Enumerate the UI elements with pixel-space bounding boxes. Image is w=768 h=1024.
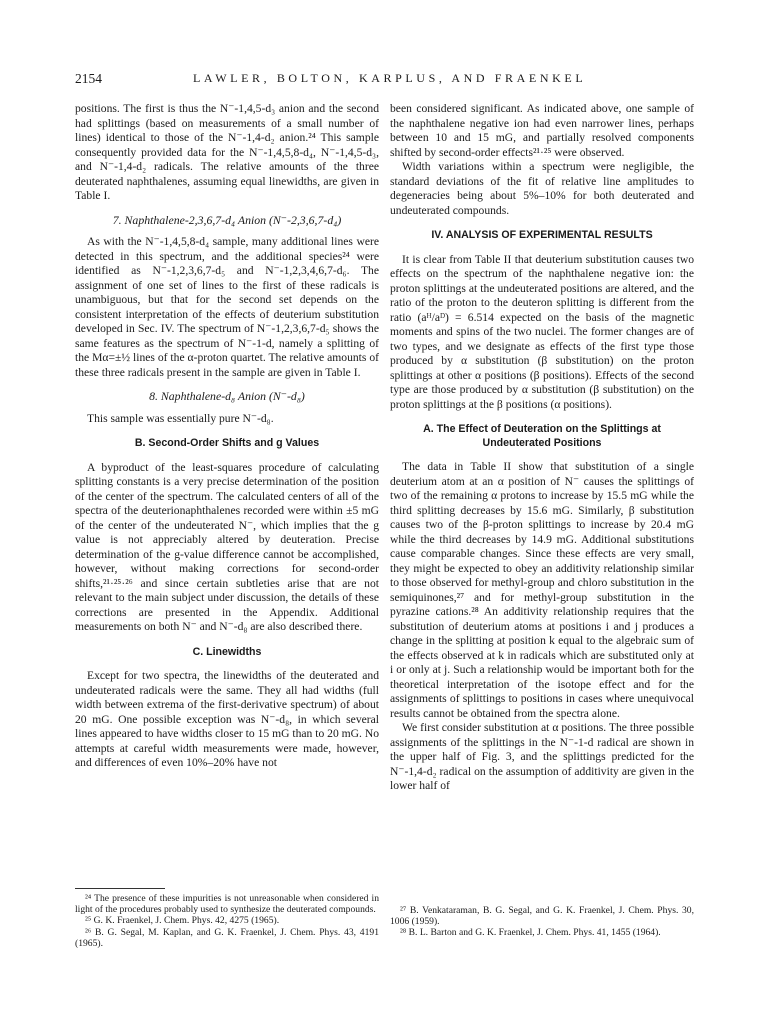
paragraph: Except for two spectra, the linewidths of the deuterated and undeuterated radicals were the same. They all had widths (full width between extrema of the first-derivative spectrum) of about 20 mG. One possible exception was N⁻-d₈, in which several lines appeared to have widths closer to 15 mG than to 20 mG. No attempts at careful width measurements were made, however, and differences of even 10%–20% have not bbox=[75, 669, 379, 769]
section-heading: B. Second-Order Shifts and g Values bbox=[134, 437, 320, 449]
section-heading: A. The Effect of Deuteration on the Splittings at Undeuterated Positions bbox=[423, 423, 661, 449]
paragraph: It is clear from Table II that deuterium substitution causes two effects on the spectrum of the naphthalene negative ion: the proton splittings at the undeuterated positions are altered, and the ratio of the proton to the deuteron splitting is different from the ratio (aᴴ/aᴰ) = 6.514 expected on the basis of the magnetic moments and spins of the two nuclei. The former changes are of two types, and we designate as effects of the first type those produced by α substitution (β substitution) on the proton splittings at other α positions (β positions). Effects of the second type are those produced by α substitution (β substitution) on the proton splittings at the β positions (α positions). bbox=[390, 252, 694, 411]
section-heading: C. Linewidths bbox=[192, 645, 262, 658]
running-head: LAWLER, BOLTON, KARPLUS, AND FRAENKEL bbox=[193, 71, 587, 85]
footnote: ²⁶ B. G. Segal, M. Kaplan, and G. K. Fraenkel, J. Chem. Phys. 43, 4191 (1965). bbox=[75, 926, 379, 949]
footnote: ²⁸ B. L. Barton and G. K. Fraenkel, J. Chem. Phys. 41, 1455 (1964). bbox=[400, 927, 661, 939]
footnote: ²⁵ G. K. Fraenkel, J. Chem. Phys. 42, 4275 (1965). bbox=[85, 915, 280, 927]
subsection-heading: 7. Naphthalene-2,3,6,7-d₄ Anion (N⁻-2,3,6,7-d₄) bbox=[112, 212, 342, 227]
footnotes-right bbox=[390, 905, 694, 939]
paragraph: A byproduct of the least-squares procedure of calculating splitting constants is a very precise determination of the position of the center of the spectrum. The calculated centers of all of the spectra of the deuterionaphthalenes recorded were within ±5 mG of the center of the undeuterated N⁻, which implies that the g value is not appreciably altered by deuteration. Precise determination of the g-value difference cannot be accomplished, however, without making corrections for second-order shifts,²¹·²⁵·²⁶ and since certain subtleties arise that are not relevant to the main subject under discussion, the details of these corrections are presented in the Appendix. Additional measurements on both N⁻ and N⁻-d₈ are also described there. bbox=[75, 460, 379, 633]
paragraph: Width variations within a spectrum were negligible, the standard deviations of the fit of relative line amplitudes to degeneracies being about 5%–10% for both deuterated and undeuterated compounds. bbox=[390, 160, 694, 217]
footnote: ²⁷ B. Venkataraman, B. G. Segal, and G. K. Fraenkel, J. Chem. Phys. 30, 1006 (1959). bbox=[390, 905, 694, 928]
paragraph: The data in Table II show that substitution of a single deuterium atom at an α position of N⁻ causes the splittings of two of the remaining α protons to increase by 15.5 mG while the third splitting decreases by 15.6 mG. Similarly, β substitution causes two of the β-proton splittings to increase by 20.4 mG while the third decreases by 14.9 mG. Additional substitutions cause comparable changes. Since these effects are very small, they might be expected to obey an additivity relationship similar to those observed for methyl-group and chloro substitution in the semiquinones,²⁷ and for methyl-group substitution in the pyrazine cations.²⁸ An additivity relationship requires that the substitution of deuterium atoms at positions i and j produces a change in the splitting at position k equal to the algebraic sum of the effects observed at k in radicals which are substituted only at i or only at j. Such a relationship would be important both for the theoretical interpretation of the isotope effect and for the assignments of splittings to positions in cases where unequivocal results cannot be obtained from the spectra alone. bbox=[390, 460, 694, 720]
paragraph: been considered significant. As indicated above, one sample of the naphthalene negative ion had even narrower lines, perhaps between 10 and 15 mG, and partially resolved components shifted by second-order effects²¹·²⁵ were observed. bbox=[390, 102, 694, 159]
paragraph: We first consider substitution at α positions. The three possible assignments of the splittings in the N⁻-1-d radical are shown in the upper half of Fig. 3, and the splittings predicted for the N⁻-1,4-d₂ radical on the assumption of additivity are given in the lower half of bbox=[390, 721, 694, 792]
page-number: 2154 bbox=[75, 71, 102, 86]
paragraph: This sample was essentially pure N⁻-d₈. bbox=[87, 411, 274, 425]
footnote: ²⁴ The presence of these impurities is not unreasonable when considered in light of the procedures probably used to synthesize the deuterated compounds. bbox=[75, 893, 379, 916]
left-column bbox=[75, 102, 379, 771]
section-heading: IV. ANALYSIS OF EXPERIMENTAL RESULTS bbox=[431, 229, 653, 241]
footnotes-left bbox=[75, 880, 379, 949]
paragraph: positions. The first is thus the N⁻-1,4,5-d₃ anion and the second had splittings (based on measurements of a small number of lines) identical to those of the N⁻-1,4-d₂ anion.²⁴ This sample consequently provided data for the N⁻-1,4,5,8-d₄, N⁻-1,4,5-d₃, and N⁻-1,4-d₂ radicals. The relative amounts of the three deuterated naphthalenes, assuming equal linewidths, are given in Table I. bbox=[75, 102, 379, 202]
paragraph: As with the N⁻-1,4,5,8-d₄ sample, many additional lines were detected in this spectrum, and the additional species²⁴ were identified as N⁻-1,2,3,6,7-d₅ and N⁻-1,2,3,4,6,7-d₆. The assignment of one set of lines to the first of these radicals is unambiguous, but that for the second set depends on the consistent interpretation of the effects of deuterium substitution developed in Sec. IV. The spectrum of N⁻-1,2,3,6,7-d₅ shows the same features as the spectrum of N⁻-1-d, namely a splitting of the Mα=±½ lines of the α-proton quartet. The relative amounts of these three radicals present in the sample are given in Table I. bbox=[75, 235, 379, 379]
footnote-rule bbox=[75, 888, 165, 889]
right-column bbox=[390, 102, 694, 794]
page-header bbox=[75, 71, 695, 91]
subsection-heading: 8. Naphthalene-d₈ Anion (N⁻-d₈) bbox=[149, 389, 305, 403]
